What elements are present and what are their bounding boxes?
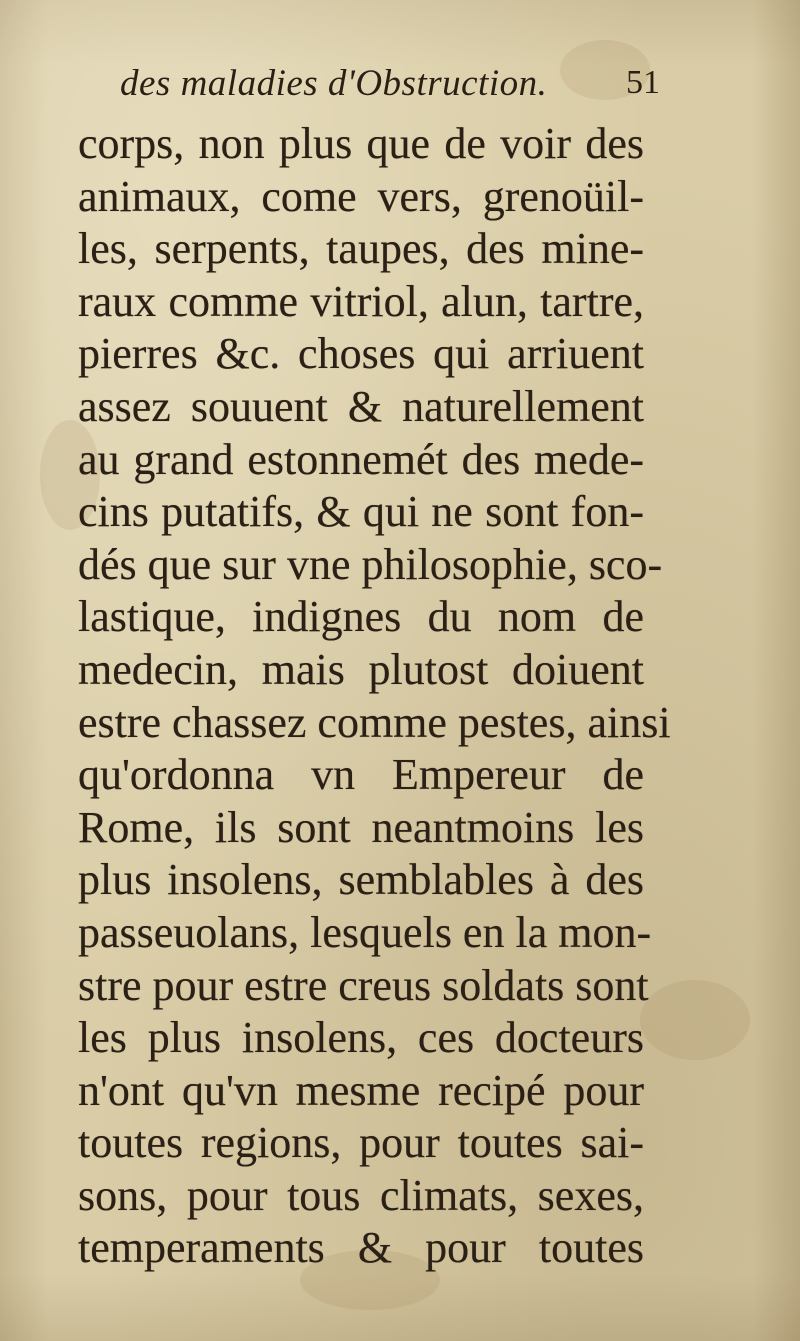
text-line: qu'ordonna vn Empereur de bbox=[78, 750, 644, 800]
text-line: stre pour estre creus soldats sont bbox=[78, 960, 649, 1010]
text-line: au grand estonnemét des mede- bbox=[78, 434, 644, 484]
page-number: 51 bbox=[626, 64, 660, 101]
text-line: lastique, indignes du nom de bbox=[78, 592, 644, 642]
text-line: raux comme vitriol, alun, tartre, bbox=[78, 276, 644, 326]
text-line: medecin, mais plutost doiuent bbox=[78, 644, 644, 694]
text-line: sons, pour tous climats, sexes, bbox=[78, 1170, 644, 1220]
text-line: temperaments & pour toutes bbox=[78, 1223, 644, 1273]
text-line: corps, non plus que de voir des bbox=[78, 119, 644, 168]
text-line: Rome, ils sont neantmoins les bbox=[78, 802, 644, 852]
text-line: assez souuent & naturellement bbox=[78, 381, 644, 431]
text-line: passeuolans, lesquels en la mon- bbox=[78, 907, 652, 957]
text-line: les, serpents, taupes, des mine- bbox=[78, 224, 644, 274]
running-head-title: des maladies d'Obstruction. bbox=[120, 63, 548, 104]
text-line: toutes regions, pour toutes sai- bbox=[78, 1118, 644, 1168]
running-head bbox=[120, 62, 660, 110]
text-line: dés que sur vne philosophie, sco- bbox=[78, 539, 663, 589]
text-line: estre chassez comme pestes, ainsi bbox=[78, 697, 671, 747]
text-line: plus insolens, semblables à des bbox=[78, 855, 644, 905]
text-line: n'ont qu'vn mesme recipé pour bbox=[78, 1065, 644, 1115]
body-text bbox=[78, 118, 671, 1275]
paper-stain bbox=[640, 980, 750, 1060]
text-line: cins putatifs, & qui ne sont fon- bbox=[78, 487, 644, 537]
text-line: pierres &c. choses qui arriuent bbox=[78, 329, 644, 379]
text-line: animaux, come vers, grenoüil- bbox=[78, 171, 644, 221]
text-line: les plus insolens, ces docteurs bbox=[78, 1013, 644, 1063]
